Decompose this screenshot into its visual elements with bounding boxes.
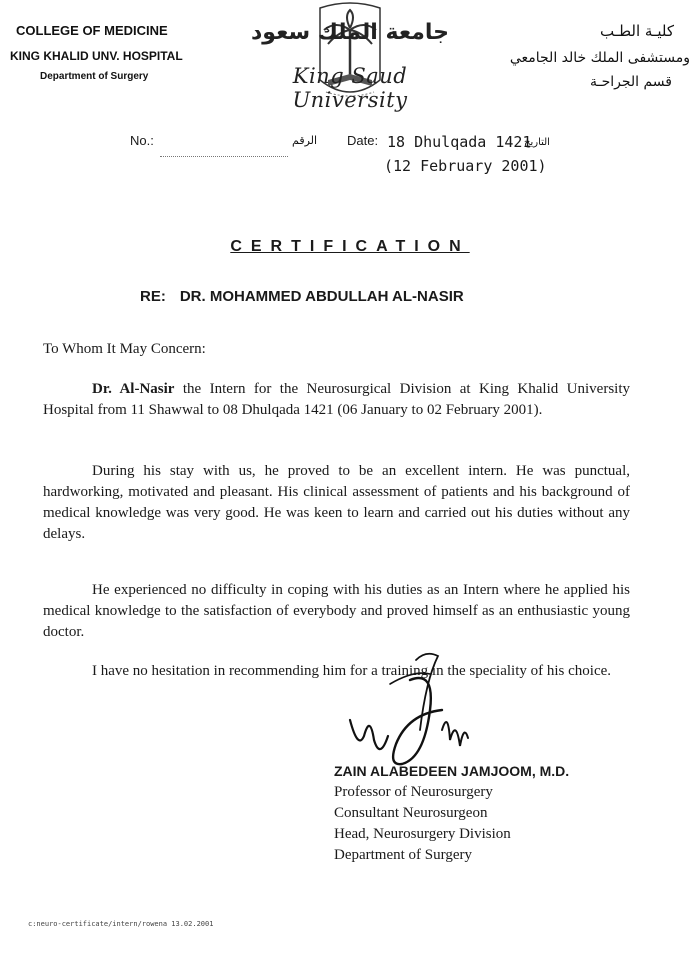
date-hijri: 18 Dhulqada 1421 (387, 133, 532, 151)
certification-title-wrap (0, 238, 700, 256)
paragraph-3 (43, 580, 630, 643)
intern-name: Dr. Al-Nasir (92, 381, 175, 397)
arabic-department-name: قسم الجراحـة (589, 74, 672, 90)
signature-icon (330, 640, 480, 780)
re-name: DR. MOHAMMED ABDULLAH AL-NASIR (179, 288, 464, 305)
paragraph-1-text: the Intern for the Neurosurgical Division at King Khalid University Hospital from 11 Shawwal to 08 Dhulqada 1421 (06 January to 02 February 2001). (43, 381, 630, 418)
hospital-name: KING KHALID UNV. HOSPITAL (10, 49, 183, 63)
certification-title: CERTIFICATION (230, 238, 470, 255)
reference-date-label: Date: (347, 133, 379, 148)
signatory-block (334, 761, 569, 866)
arabic-college-name: كليـة الطـب (599, 22, 674, 40)
signatory-title-1: Professor of Neurosurgery (334, 784, 493, 800)
reference-no-arabic: الرقم (292, 134, 318, 147)
logo-english-text: King Saud University (292, 64, 408, 112)
department-name: Department of Surgery (40, 71, 149, 82)
reference-date-arabic: التاريخ (524, 137, 550, 148)
signatory-name: ZAIN ALABEDEEN JAMJOOM, M.D. (334, 763, 570, 779)
paragraph-3-text: He experienced no difficulty in coping with his duties as an Intern where he applied his medical knowledge to the satisfaction of everybody and proved himself as an enthusiastic young doctor. (43, 582, 630, 640)
paragraph-4-text: I have no hesitation in recommending him for a training in the speciality of his choice. (92, 663, 612, 679)
arabic-hospital-name: ومستشفى الملك خالد الجامعي (509, 50, 690, 66)
paragraph-2 (43, 461, 630, 545)
reference-no-field (160, 144, 288, 162)
salutation: To Whom It May Concern: (43, 341, 206, 357)
logo-arabic-text: جامعة الملك سعود (251, 20, 449, 45)
signatory-title-3: Head, Neurosurgery Division (334, 826, 511, 842)
signature (330, 640, 480, 780)
reference-no-label: No.: (130, 133, 154, 148)
file-reference-footer: c:neuro-certificate/intern/rowena 13.02.2001 (28, 920, 214, 928)
signatory-title-2: Consultant Neurosurgeon (334, 805, 488, 821)
paragraph-2-text: During his stay with us, he proved to be an excellent intern. He was punctual, hardworking, motivated and pleasant. His clinical assessment of patients and his background of medical knowledge was very good. He was keen to learn and carried out his duties without any delays. (43, 463, 630, 542)
date-gregorian: (12 February 2001) (384, 157, 547, 175)
college-name: COLLEGE OF MEDICINE (16, 23, 168, 38)
paragraph-1 (43, 379, 630, 421)
re-label: RE: (140, 288, 166, 305)
signatory-title-4: Department of Surgery (334, 847, 473, 863)
re-line (140, 288, 464, 305)
